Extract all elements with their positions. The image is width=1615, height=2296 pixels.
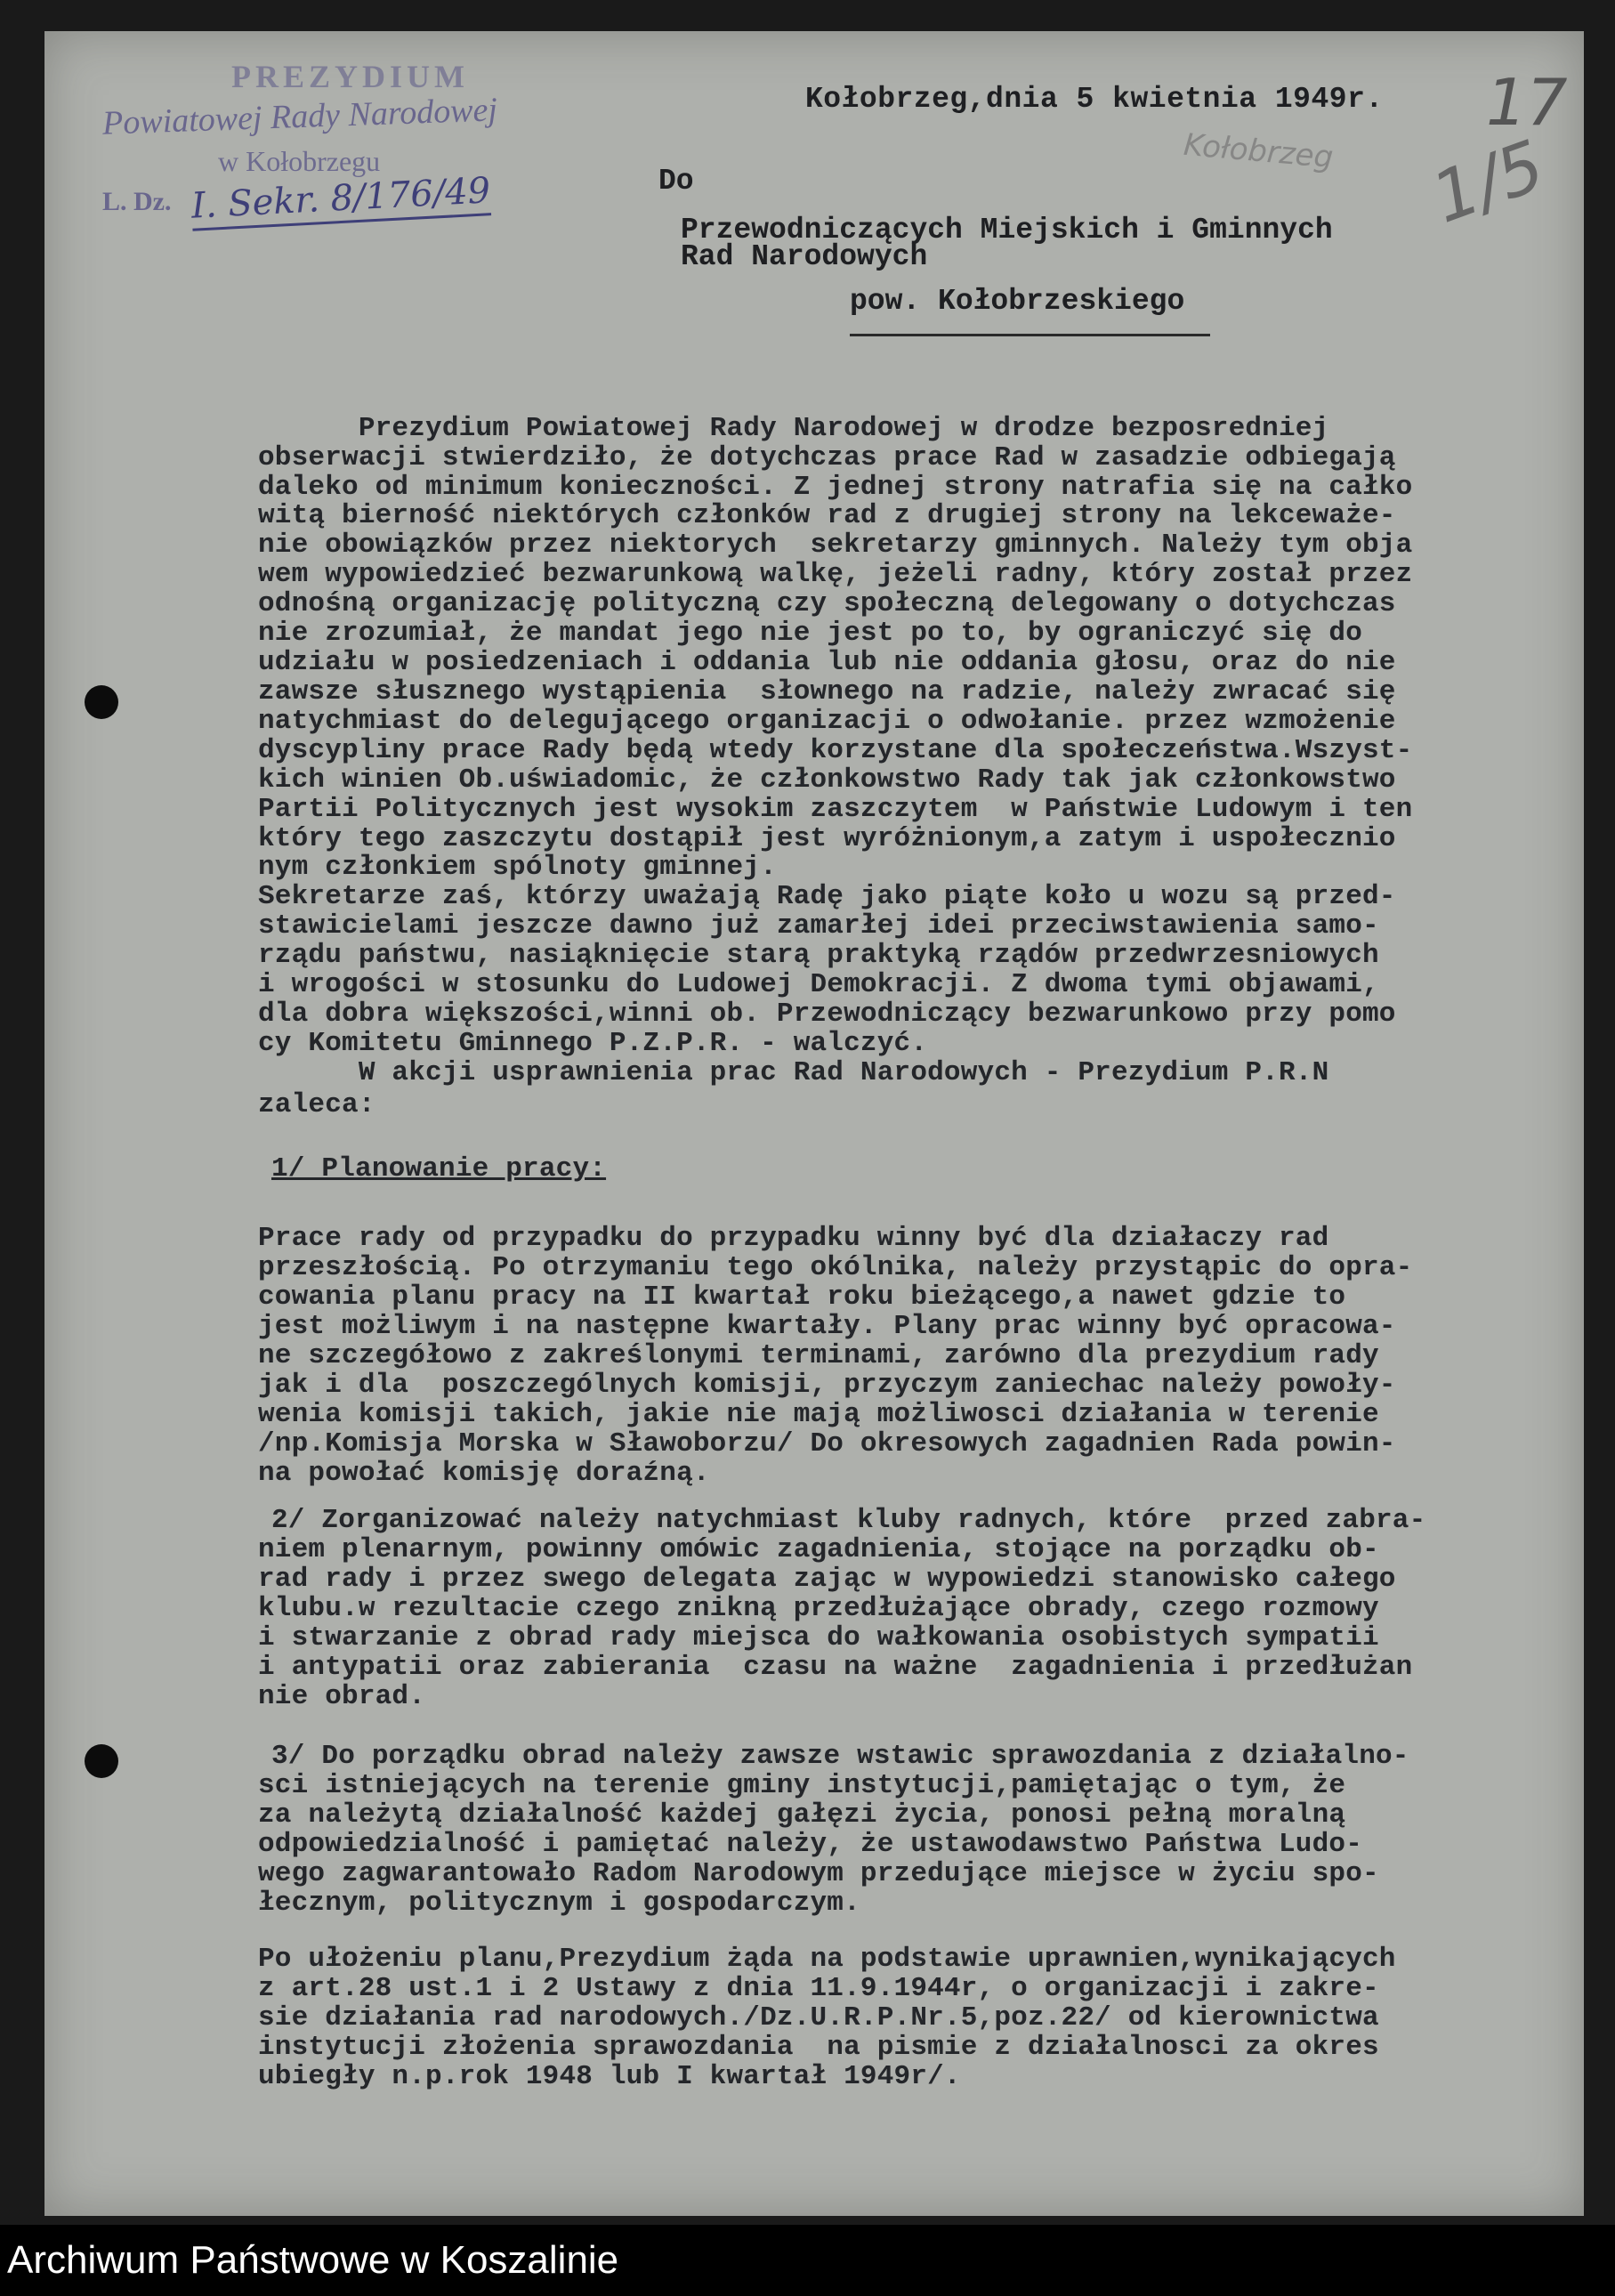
body-line: /np.Komisja Morska w Sławoborzu/ Do okresowych zagadnien Rada powin-	[258, 1428, 1396, 1459]
body-line: Sekretarze zaś, którzy uważają Radę jako piąte koło u wozu są przed-	[258, 881, 1396, 912]
body-line: i wrogości w stosunku do Ludowej Demokracji. Z dwoma tymi objawami,	[258, 969, 1379, 1000]
stamp-ldz-label: L. Dz.	[102, 187, 172, 216]
body-line: obserwacji stwierdziło, że dotychczas prace Rad w zasadzie odbiegają	[258, 442, 1396, 473]
body-line: wem wypowiedzieć bezwarunkową walkę, jeżeli radny, który został przez	[258, 559, 1413, 590]
document-page	[44, 31, 1584, 2216]
body-line: łecznym, politycznym i gospodarczym.	[258, 1888, 860, 1919]
body-line: na powołać komisję doraźną.	[258, 1458, 710, 1489]
body-line: wenia komisji takich, jakie nie mają możliwosci działania w terenie	[258, 1399, 1379, 1430]
stamp-ldz-value: I. Sekr. 8/176/49	[190, 170, 492, 231]
body-line: ne szczegółowo z zakreślonymi terminami, zarówno dla prezydium rady	[258, 1340, 1379, 1371]
stamp-line: Powiatowej Rady Narodowej	[101, 91, 498, 142]
body-line: i antypatii oraz zabierania czasu na ważne zagadnienia i przedłużan	[258, 1652, 1413, 1683]
body-line: rad rady i przez swego delegata zając w wypowiedzi stanowisko całego	[258, 1564, 1396, 1595]
body-line: odnośną organizację polityczną czy społeczną delegowany o dotychczas	[258, 588, 1396, 619]
body-line: dyscypliny prace Rady będą wtedy korzystane dla społeczeństwa.Wszyst-	[258, 735, 1413, 766]
body-line: zawsze słusznego wystąpienia słownego na radzie, należy zwracać się	[258, 676, 1396, 707]
body-line: rządu państwu, nasiąknięcie starą praktyką rządów przedwrzesniowych	[258, 940, 1379, 971]
body-line: dla dobra większości,winni ob. Przewodniczący bezwarunkowo przy pomo	[258, 998, 1396, 1030]
recipient-line: pow. Kołobrzeskiego	[850, 285, 1185, 318]
body-line: i stwarzanie z obrad rady miejsca do wałkowania osobistych sympatii	[258, 1622, 1379, 1653]
stamp-line: PREZYDIUM	[231, 59, 469, 94]
body-line: witą bierność niektórych członków rad z drugiej strony na lekceważe-	[258, 500, 1396, 531]
body-line: Prace rady od przypadku do przypadku winny być dla działaczy rad	[258, 1223, 1329, 1254]
body-line: cy Komitetu Gminnego P.Z.P.R. - walczyć.	[258, 1028, 928, 1059]
body-line: nie obowiązków przez niektorych sekretarzy gminnych. Należy tym obja	[258, 530, 1413, 561]
addressee-prefix: Do	[658, 165, 694, 198]
body-line: 3/ Do porządku obrad należy zawsze wstawic sprawozdania z działalno-	[271, 1741, 1409, 1772]
section-heading: 1/ Planowanie pracy:	[271, 1153, 607, 1184]
body-line: zaleca:	[258, 1089, 375, 1120]
body-line: sci istniejących na terenie gminy instytucji,pamiętając o tym, że	[258, 1770, 1346, 1801]
recipient-underline	[850, 334, 1210, 336]
handwritten-signature: Kołobrzeg	[1182, 126, 1335, 176]
body-line: stawicielami jeszcze dawno już zamarłej idei przeciwstawienia samo-	[258, 910, 1379, 942]
body-line: ubiegły n.p.rok 1948 lub I kwartał 1949r/.	[258, 2061, 961, 2092]
body-line: nie obrad.	[258, 1681, 426, 1712]
body-line: który tego zaszczytu dostąpił jest wyróżnionym,a zatym i uspołecznio	[258, 823, 1396, 854]
body-line: odpowiedzialność i pamiętać należy, że ustawodawstwo Państwa Ludo-	[258, 1829, 1362, 1860]
stamp-line: w Kołobrzegu	[218, 145, 381, 177]
document-date: Kołobrzeg,dnia 5 kwietnia 1949r.	[805, 83, 1384, 116]
body-line: udziału w posiedzeniach i oddania lub nie oddania głosu, oraz do nie	[258, 647, 1396, 678]
body-line: daleko od minimum konieczności. Z jednej strony natrafia się na całko	[258, 472, 1413, 503]
body-line: cowania planu pracy na II kwartał roku bieżącego,a nawet gdzie to	[258, 1281, 1346, 1313]
body-line: nie zrozumiał, że mandat jego nie jest po to, by ograniczyć się do	[258, 618, 1362, 649]
body-line: instytucji złożenia sprawozdania na pismie z działalnosci za okres	[258, 2032, 1379, 2063]
handwritten-fraction: 1/5	[1422, 125, 1555, 239]
punch-hole	[85, 1744, 118, 1778]
body-line: jak i dla poszczególnych komisji, przyczym zaniechac należy powoły-	[258, 1370, 1396, 1401]
body-line: natychmiast do delegującego organizacji o odwołanie. przez wzmożenie	[258, 706, 1396, 737]
punch-hole	[85, 685, 118, 719]
body-line: 2/ Zorganizować należy natychmiast kluby radnych, które przed zabra-	[271, 1505, 1426, 1536]
handwritten-page-number: 17	[1486, 65, 1568, 140]
archive-footer: Archiwum Państwowe w Koszalinie	[0, 2225, 1615, 2296]
body-line: za należytą działalność każdej gałęzi życia, ponosi pełną moralną	[258, 1799, 1346, 1831]
body-line: kich winien Ob.uświadomic, że członkowstwo Rady tak jak członkowstwo	[258, 764, 1396, 796]
body-line: Po ułożeniu planu,Prezydium żąda na podstawie uprawnien,wynikających	[258, 1944, 1396, 1975]
body-line: nym członkiem spólnoty gminnej.	[258, 852, 777, 883]
body-line: W akcji usprawnienia prac Rad Narodowych - Prezydium P.R.N	[258, 1057, 1329, 1088]
recipient-line: Rad Narodowych	[681, 240, 928, 273]
body-line: wego zagwarantowało Radom Narodowym przedujące miejsce w życiu spo-	[258, 1858, 1379, 1889]
body-line: Prezydium Powiatowej Rady Narodowej w drodze bezposredniej	[258, 413, 1329, 444]
body-line: klubu.w rezultacie czego znikną przedłużające obrady, czego rozmowy	[258, 1593, 1379, 1624]
body-line: niem plenarnym, powinny omówic zagadnienia, stojące na porządku ob-	[258, 1534, 1379, 1565]
office-stamp	[93, 58, 556, 227]
recipient-line: Przewodniczących Miejskich i Gminnych	[681, 214, 1333, 247]
body-line: przeszłością. Po otrzymaniu tego okólnika, należy przystąpic do opra-	[258, 1252, 1413, 1283]
body-line: z art.28 ust.1 i 2 Ustawy z dnia 11.9.1944r, o organizacji i zakre-	[258, 1973, 1379, 2004]
body-line: Partii Politycznych jest wysokim zaszczytem w Państwie Ludowym i ten	[258, 794, 1413, 825]
body-line: jest możliwym i na następne kwartały. Plany prac winny być opracowa-	[258, 1311, 1396, 1342]
body-line: sie działania rad narodowych./Dz.U.R.P.Nr.5,poz.22/ od kierownictwa	[258, 2002, 1379, 2033]
